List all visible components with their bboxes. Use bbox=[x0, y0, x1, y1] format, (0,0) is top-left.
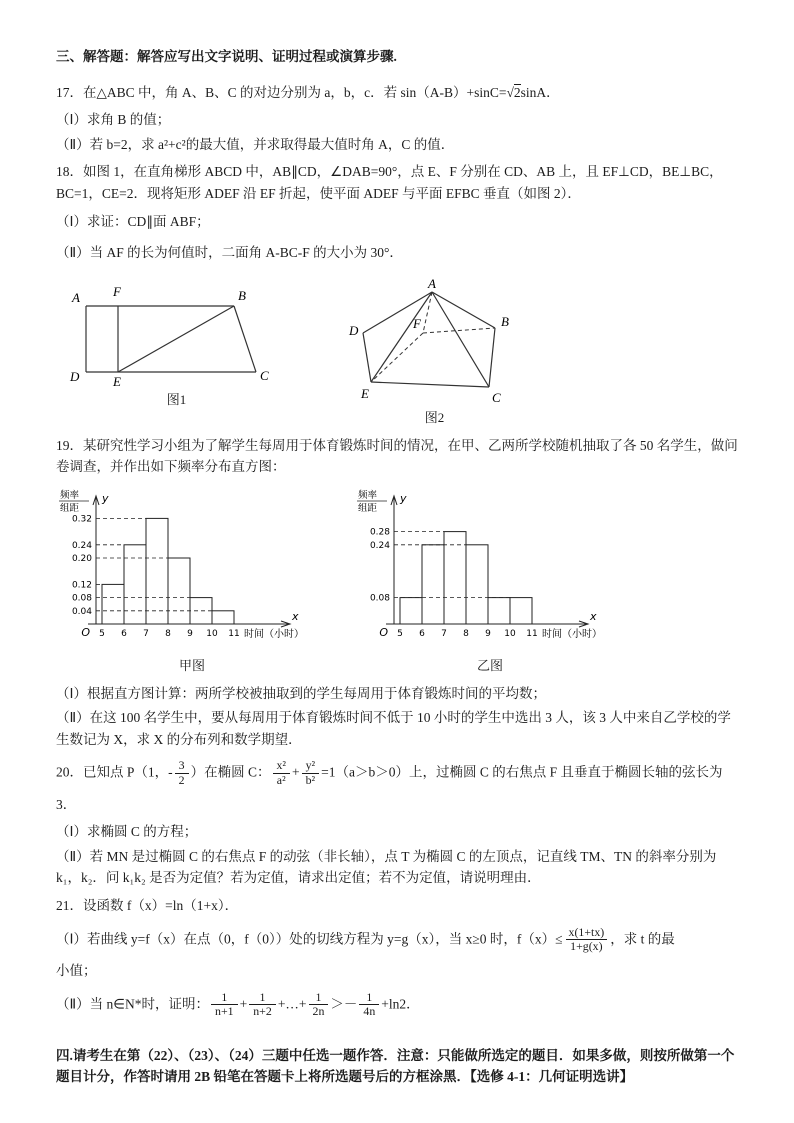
svg-text:11: 11 bbox=[526, 628, 538, 639]
svg-text:y: y bbox=[102, 491, 109, 505]
svg-text:8: 8 bbox=[165, 628, 171, 639]
svg-text:0.20: 0.20 bbox=[71, 553, 92, 564]
p21-q1-text: （Ⅰ）若曲线 y=f（x）在点（0，f（0））处的切线方程为 y=g（x），当 x≥0 时，f（x）≤ bbox=[56, 930, 563, 946]
svg-text:O: O bbox=[379, 625, 388, 639]
problem-18-figures bbox=[64, 276, 744, 429]
problem-20-statement bbox=[56, 759, 744, 787]
svg-text:0.24: 0.24 bbox=[71, 540, 92, 551]
fraction-1-n2: $\frac{1}{n+2}$ bbox=[249, 991, 276, 1019]
svg-text:组距: 组距 bbox=[358, 502, 378, 514]
fraction-1-4n: $\frac{1}{4n}$ bbox=[359, 991, 379, 1019]
fig2-label-d: D bbox=[349, 322, 359, 338]
problem-19-part2: （Ⅱ）在这 100 名学生中，要从每周用于体育锻炼时间不低于 10 小时的学生中选出 3 人，该 3 人中来自乙学校的学生数记为 X，求 X 的分布列和数学期望． bbox=[56, 710, 731, 747]
problem-20-statement-cont: 3． bbox=[56, 796, 77, 812]
radical-sign: √ bbox=[506, 84, 514, 100]
svg-text:频率: 频率 bbox=[358, 489, 378, 501]
svg-text:0.32: 0.32 bbox=[71, 514, 92, 525]
svg-text:x: x bbox=[590, 609, 597, 623]
svg-text:0.08: 0.08 bbox=[369, 593, 390, 604]
problem-19-histograms bbox=[56, 484, 744, 677]
svg-text:组距: 组距 bbox=[60, 502, 80, 514]
svg-text:7: 7 bbox=[143, 628, 149, 639]
svg-text:5: 5 bbox=[397, 628, 403, 639]
fig1-label-d: D bbox=[70, 368, 80, 384]
problem-21-part1-cont: 小值； bbox=[56, 962, 97, 978]
svg-text:9: 9 bbox=[187, 628, 193, 639]
svg-text:y: y bbox=[400, 491, 407, 505]
problem-20-part1: （Ⅰ）求椭圆 C 的方程； bbox=[56, 824, 198, 840]
svg-text:时间（小时）: 时间（小时） bbox=[542, 628, 602, 640]
fraction-1-2n: $\frac{1}{2n}$ bbox=[309, 991, 329, 1019]
histogram-jia-plot bbox=[56, 484, 328, 656]
problem-19-statement: 19．某研究性学习小组为了解学生每周用于体育锻炼时间的情况，在甲、乙两所学校随机抽取了各 50 名学生，做问卷调查，并作出如下频率分布直方图： bbox=[56, 437, 738, 475]
fig2-label-f: F bbox=[413, 315, 421, 331]
svg-text:8: 8 bbox=[463, 628, 469, 639]
figure-2-drawing bbox=[337, 276, 532, 406]
fig1-label-a: A bbox=[72, 289, 80, 305]
fig2-label-a: A bbox=[428, 275, 436, 291]
histogram-yi-caption: 乙图 bbox=[476, 657, 503, 673]
fig2-label-e: E bbox=[361, 385, 369, 401]
svg-text:0.08: 0.08 bbox=[71, 593, 92, 604]
section-three-header: 三、解答题：解答应写出文字说明、证明过程或演算步骤. bbox=[56, 49, 397, 64]
fig2-label-b: B bbox=[501, 313, 509, 329]
problem-21-part1 bbox=[56, 926, 744, 954]
problem-19-part1: （Ⅰ）根据直方图计算：两所学校被抽取到的学生每周用于体育锻炼时间的平均数； bbox=[56, 685, 546, 701]
fig1-label-f: F bbox=[113, 283, 121, 299]
p21-q2-text: （Ⅱ）当 n∈N*时，证明： bbox=[56, 995, 210, 1011]
svg-text:10: 10 bbox=[504, 628, 516, 639]
svg-text:O: O bbox=[81, 625, 90, 639]
svg-text:时间（小时）: 时间（小时） bbox=[244, 628, 304, 640]
p20-text3: =1（a＞b＞0）上，过椭圆 C 的右焦点 F 且垂直于椭圆长轴的弦长为 bbox=[321, 764, 723, 780]
histogram-school-yi bbox=[354, 484, 626, 677]
fraction-y2-b2: $\frac{\text{y²}}{\text{b²}}$ bbox=[302, 759, 320, 787]
problem-17-statement bbox=[56, 82, 744, 104]
svg-text:9: 9 bbox=[485, 628, 491, 639]
svg-text:x: x bbox=[292, 609, 299, 623]
problem-21-part2: （Ⅱ）当 n∈N*时，证明： $\frac{1}{n+1}$ + $\frac{1}{n+2}$ +…+ $\frac{1}{2n}$ ＞－ $\frac{1}{4n}$ +ln2． bbox=[56, 989, 420, 1019]
svg-text:5: 5 bbox=[99, 628, 105, 639]
histogram-yi-plot bbox=[354, 484, 626, 656]
svg-text:0.12: 0.12 bbox=[71, 580, 92, 591]
svg-text:6: 6 bbox=[419, 628, 425, 639]
p20-text2: ）在椭圆 C： bbox=[190, 764, 271, 780]
svg-text:11: 11 bbox=[228, 628, 240, 639]
svg-text:7: 7 bbox=[441, 628, 447, 639]
problem-18-part1: （Ⅰ）求证：CD∥面 ABF； bbox=[56, 213, 210, 229]
fig1-label-b: B bbox=[238, 287, 246, 303]
figure-2 bbox=[337, 276, 532, 429]
radical-argument: 2 bbox=[513, 84, 521, 100]
fraction-x1tx-1gx: $\frac{x(1+tx)}{1+g(x)}$ bbox=[565, 926, 609, 954]
fig1-label-c: C bbox=[260, 367, 269, 383]
fraction-x2-a2: $\frac{\text{x²}}{\text{a²}}$ bbox=[272, 759, 290, 787]
problem-20-part2: （Ⅱ）若 MN 是过椭圆 C 的右焦点 F 的动弦（非长轴），点 T 为椭圆 C 的左顶点，记直线 TM、TN 的斜率分别为 k₁，k₂．问 k₁k₂ 是否为定值？若为定值，请求出定值；若不为定值，请说明理由． bbox=[56, 848, 717, 886]
problem-18-part2: （Ⅱ）当 AF 的长为何值时，二面角 A-BC-F 的大小为 30°． bbox=[56, 245, 403, 261]
fig1-label-e: E bbox=[113, 373, 121, 388]
figure-1-caption: 图1 bbox=[166, 391, 187, 407]
histogram-jia-caption: 甲图 bbox=[178, 657, 205, 673]
problem-21-statement: 21．设函数 f（x）=ln（1+x）． bbox=[56, 898, 239, 913]
histogram-school-jia bbox=[56, 484, 328, 677]
svg-text:0.28: 0.28 bbox=[369, 527, 390, 538]
fig2-label-c: C bbox=[492, 389, 501, 405]
svg-text:6: 6 bbox=[121, 628, 127, 639]
svg-text:10: 10 bbox=[206, 628, 218, 639]
figure-1 bbox=[64, 276, 289, 429]
section-four-header: 四.请考生在第（22）、（23）、（24）三题中任选一题作答．注意：只能做所选定的题目．如果多做，则按所做第一个题目计分，作答时请用 2B 铅笔在答题卡上将所选题号后的方框涂黑．【选修 4-1：几何证明选讲】 bbox=[56, 1047, 735, 1085]
svg-text:频率: 频率 bbox=[60, 489, 80, 501]
p21-q1-text2: ，求 t 的最 bbox=[610, 930, 675, 946]
svg-text:0.24: 0.24 bbox=[369, 540, 390, 551]
problem-18-statement: 18．如图 1，在直角梯形 ABCD 中，AB∥CD，∠DAB=90°，点 E、F 分别在 CD、AB 上，且 EF⊥CD，BE⊥BC，BC=1，CE=2．现将矩形 ADEF 沿 EF 折起，使平面 ADEF 与平面 EFBC 垂直（如图 2）． bbox=[56, 164, 723, 201]
fraction-3-2: $\frac{3}{2}$ bbox=[175, 759, 189, 787]
p20-text: 20．已知点 P（1，- bbox=[56, 764, 173, 780]
figure-2-caption: 图2 bbox=[424, 409, 445, 425]
svg-text:0.04: 0.04 bbox=[71, 606, 92, 617]
problem-17-part2: （Ⅱ）若 b=2，求 a²+c²的最大值，并求取得最大值时角 A，C 的值． bbox=[56, 136, 455, 152]
p20-plus: + bbox=[291, 764, 300, 780]
p17-text-end: sinA． bbox=[520, 84, 560, 100]
p17-text: 17．在△ABC 中，角 A、B、C 的对边分别为 a，b，c．若 sin（A-B）+sinC= bbox=[56, 84, 507, 100]
fraction-1-n1: $\frac{1}{n+1}$ bbox=[211, 991, 238, 1019]
figure-1-drawing bbox=[64, 276, 289, 388]
problem-17-part1: （Ⅰ）求角 B 的值； bbox=[56, 112, 171, 128]
